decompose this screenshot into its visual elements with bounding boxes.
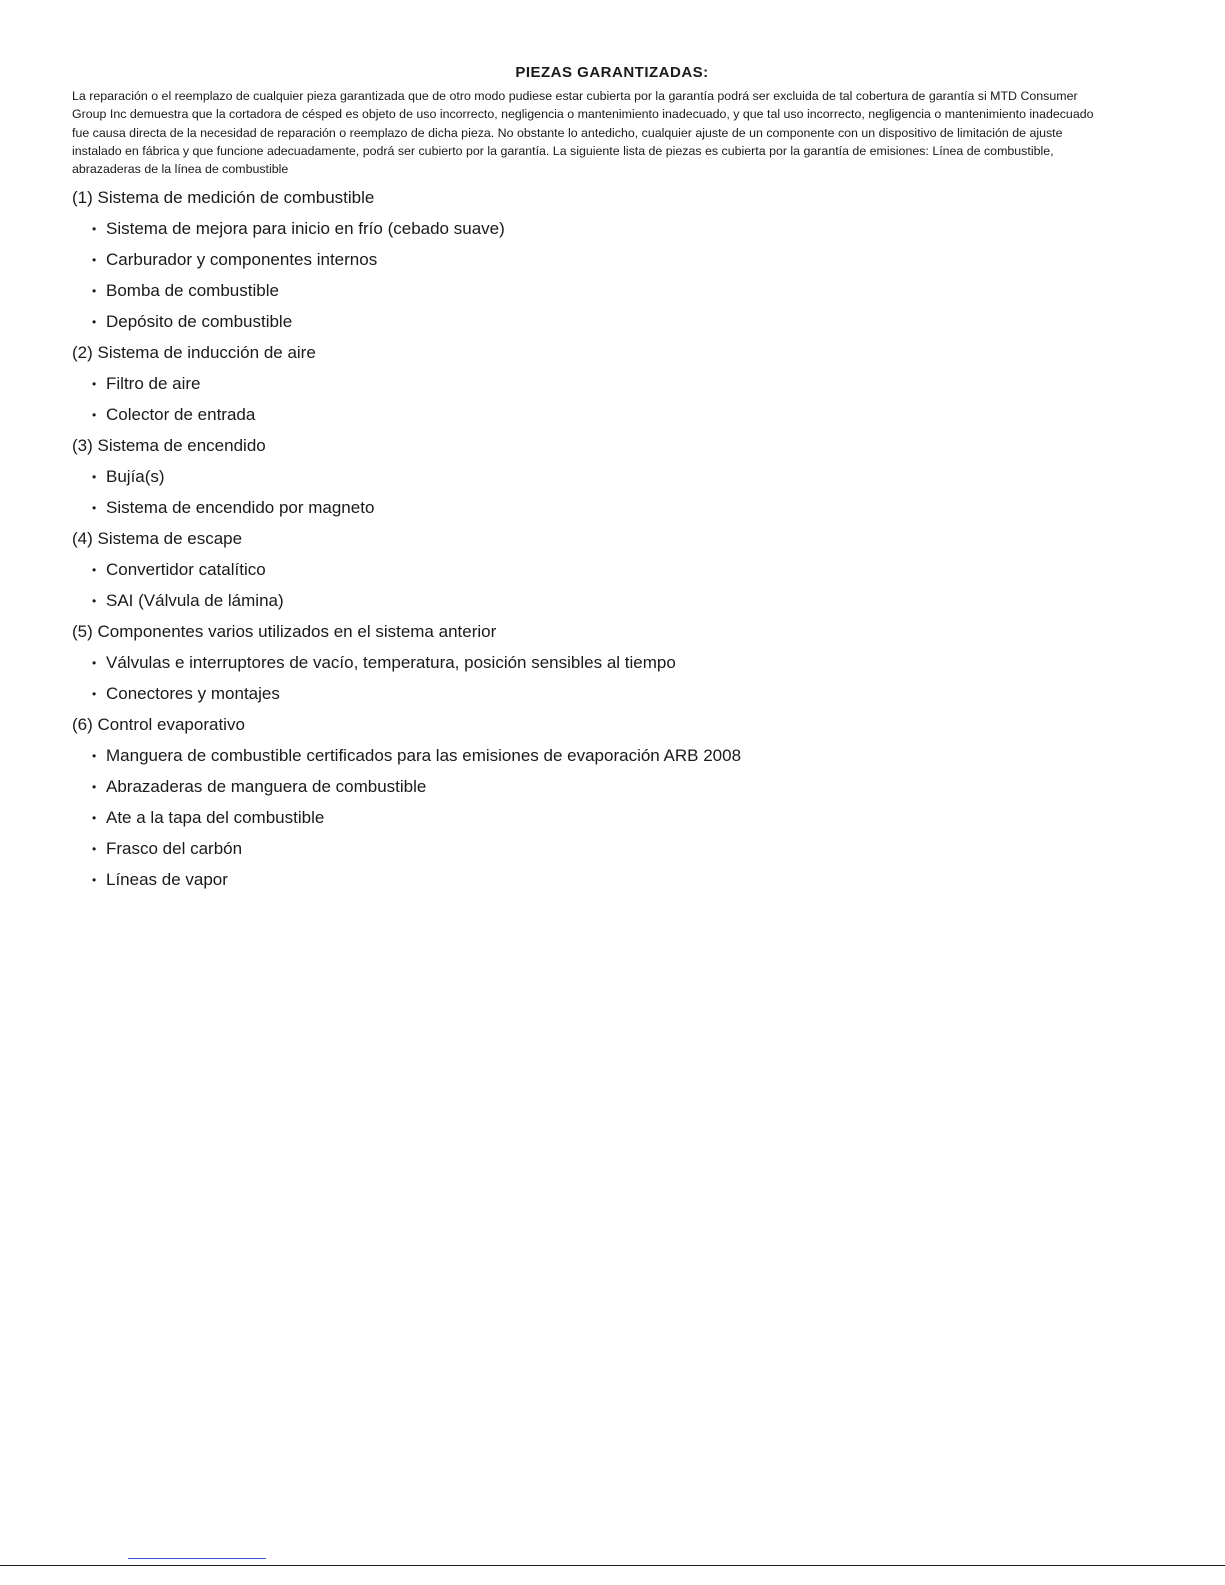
bullet-icon: • [92,222,97,237]
section-heading: (2) Sistema de inducción de aire [72,343,316,363]
item-text: Conectores y montajes [106,684,280,704]
section-misc-components [72,616,1112,709]
bullet-icon: • [92,470,97,485]
list-item [92,213,1112,244]
list-item [92,275,1112,306]
section-heading: (5) Componentes varios utilizados en el sistema anterior [72,622,497,642]
bullet-icon: • [92,315,97,330]
section-heading: (6) Control evaporativo [72,715,245,735]
bullet-icon: • [92,501,97,516]
section-ignition [72,430,1112,523]
list-item [92,306,1112,337]
parts-list [72,182,1112,895]
item-text: Sistema de encendido por magneto [106,498,375,518]
bullet-icon: • [92,594,97,609]
item-text: Líneas de vapor [106,870,228,890]
section-evaporative-control [72,709,1112,895]
list-item [92,833,1112,864]
item-text: Filtro de aire [106,374,201,394]
footer-accent-line [128,1558,266,1559]
item-text: Frasco del carbón [106,839,243,859]
item-text: Manguera de combustible certificados para las emisiones de evaporación ARB 2008 [106,746,742,766]
bullet-icon: • [92,780,97,795]
list-item [92,678,1112,709]
list-item [92,864,1112,895]
section-items [72,213,1112,337]
list-item [92,647,1112,678]
item-text: Bujía(s) [106,467,165,487]
list-item [92,554,1112,585]
bullet-icon: • [92,842,97,857]
bullet-icon: • [92,563,97,578]
list-item [92,771,1112,802]
intro-paragraph: La reparación o el reemplazo de cualquier pieza garantizada que de otro modo pudiese estar cubierta por la garantía podrá ser excluida de tal cobertura de garantía si MTD Consumer Group Inc demuestra que la cortadora de césped es objeto de uso incorrecto, negligencia o mantenimiento inadecuado, y que tal uso incorrecto, negligencia o mantenimiento inadecuado fue causa directa de la necesidad de reparación o reemplazo de dicha pieza. No obstante lo antedicho, cualquier ajuste de un componente con un dispositivo de limitación de ajuste instalado en fábrica y que funcione adecuadamente, podrá ser cubierto por la garantía. La siguiente lista de piezas es cubierta por la garantía de emisiones: Línea de combustible, abrazaderas de la línea de combustible [72,89,1094,177]
section-heading: (3) Sistema de encendido [72,436,266,456]
bullet-icon: • [92,284,97,299]
item-text: Colector de entrada [106,405,256,425]
section-air-induction [72,337,1112,430]
item-text: Ate a la tapa del combustible [106,808,325,828]
list-item [92,802,1112,833]
page-title: PIEZAS GARANTIZADAS: [515,64,709,81]
footer-rule [0,1565,1225,1566]
bullet-icon: • [92,687,97,702]
section-items [72,647,1112,709]
bullet-icon: • [92,811,97,826]
item-text: Abrazaderas de manguera de combustible [106,777,427,797]
section-heading: (1) Sistema de medición de combustible [72,188,375,208]
item-text: Bomba de combustible [106,281,279,301]
list-item [92,399,1112,430]
item-text: Depósito de combustible [106,312,293,332]
bullet-icon: • [92,656,97,671]
list-item [92,492,1112,523]
item-text: Sistema de mejora para inicio en frío (cebado suave) [106,219,505,239]
list-item [92,368,1112,399]
item-text: Válvulas e interruptores de vacío, temperatura, posición sensibles al tiempo [106,653,676,673]
bullet-icon: • [92,377,97,392]
section-items [72,461,1112,523]
list-item [92,244,1112,275]
item-text: Convertidor catalítico [106,560,266,580]
bullet-icon: • [92,408,97,423]
section-items [72,554,1112,616]
item-text: Carburador y componentes internos [106,250,378,270]
section-heading: (4) Sistema de escape [72,529,243,549]
section-items [72,368,1112,430]
list-item [92,585,1112,616]
document-page [72,64,1112,895]
section-fuel-metering [72,182,1112,337]
bullet-icon: • [92,253,97,268]
section-exhaust [72,523,1112,616]
item-text: SAI (Válvula de lámina) [106,591,284,611]
bullet-icon: • [92,749,97,764]
bullet-icon: • [92,873,97,888]
list-item [92,461,1112,492]
list-item [92,740,1112,771]
section-items [72,740,1112,895]
